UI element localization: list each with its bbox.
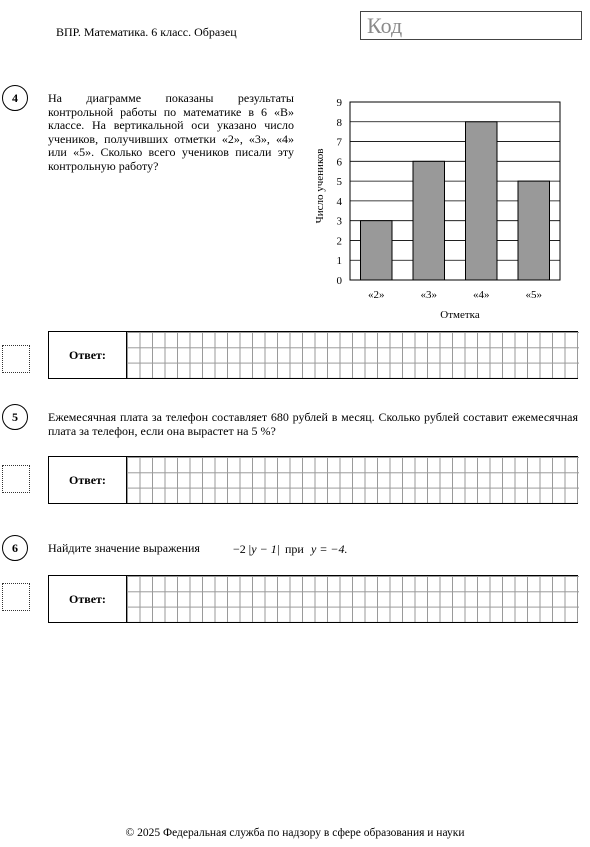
y-tick-label: 7 bbox=[336, 136, 342, 149]
answer-box-4[interactable] bbox=[48, 331, 578, 379]
expression-when: при bbox=[285, 542, 304, 556]
y-tick-label: 9 bbox=[336, 97, 342, 109]
answer-label-5: Ответ: bbox=[69, 473, 106, 487]
chart-xlabel: Отметка bbox=[440, 309, 480, 321]
answer-grid-5[interactable] bbox=[126, 457, 579, 503]
answer-label-6: Ответ: bbox=[69, 592, 106, 606]
question-6-text: Найдите значение выражения bbox=[48, 541, 200, 555]
question-number-4: 4 bbox=[2, 85, 28, 111]
y-tick-label: 0 bbox=[336, 275, 342, 287]
score-box-6 bbox=[2, 583, 30, 611]
bar-4 bbox=[518, 181, 550, 280]
footer-copyright: © 2025 Федеральная служба по надзору в сфере образования и науки bbox=[125, 827, 465, 839]
answer-label-4: Ответ: bbox=[69, 348, 106, 362]
question-number-5: 5 bbox=[2, 404, 28, 430]
answer-box-6[interactable] bbox=[48, 575, 578, 623]
x-tick-label: «2» bbox=[368, 289, 385, 301]
y-tick-label: 2 bbox=[336, 235, 342, 248]
score-box-4 bbox=[2, 345, 30, 373]
score-box-5 bbox=[2, 465, 30, 493]
x-tick-label: «5» bbox=[525, 289, 542, 301]
answer-grid-4[interactable] bbox=[126, 332, 579, 378]
y-tick-label: 4 bbox=[336, 195, 342, 208]
bar-1 bbox=[361, 221, 393, 280]
question-4-text: На диаграмме показаны результаты контрольной работы по математике в 6 «В» классе. На вертикальной оси указано число учеников, получивших отметки «2», «3», «4» или «5». Сколько всего учеников писали эту контрольную работу? bbox=[48, 91, 294, 173]
code-label: Код bbox=[367, 13, 403, 38]
x-tick-label: «3» bbox=[420, 289, 437, 301]
y-tick-label: 1 bbox=[336, 255, 342, 268]
bar-2 bbox=[413, 161, 445, 280]
answer-grid-6[interactable] bbox=[126, 576, 579, 622]
bar-3 bbox=[466, 122, 498, 280]
y-tick-label: 8 bbox=[336, 116, 342, 129]
header-title: ВПР. Математика. 6 класс. Образец bbox=[56, 25, 237, 39]
question-number-6: 6 bbox=[2, 535, 28, 561]
answer-box-5[interactable] bbox=[48, 456, 578, 504]
expression-condition: y = −4. bbox=[311, 542, 348, 556]
y-tick-label: 6 bbox=[336, 156, 342, 169]
chart-ylabel: Число учеников bbox=[314, 148, 326, 224]
y-tick-label: 5 bbox=[336, 176, 342, 189]
bar-chart bbox=[310, 92, 570, 322]
expression-abs-value: |y − 1| bbox=[248, 542, 281, 556]
y-tick-label: 3 bbox=[336, 215, 342, 228]
x-tick-label: «4» bbox=[473, 289, 490, 301]
code-field[interactable] bbox=[360, 11, 582, 40]
question-5-text: Ежемесячная плата за телефон составляет 680 рублей в месяц. Сколько рублей составит ежемесячная плата за телефон, если она вырастет на 5 %? bbox=[48, 410, 578, 438]
expression-coefficient: −2 bbox=[233, 542, 246, 556]
